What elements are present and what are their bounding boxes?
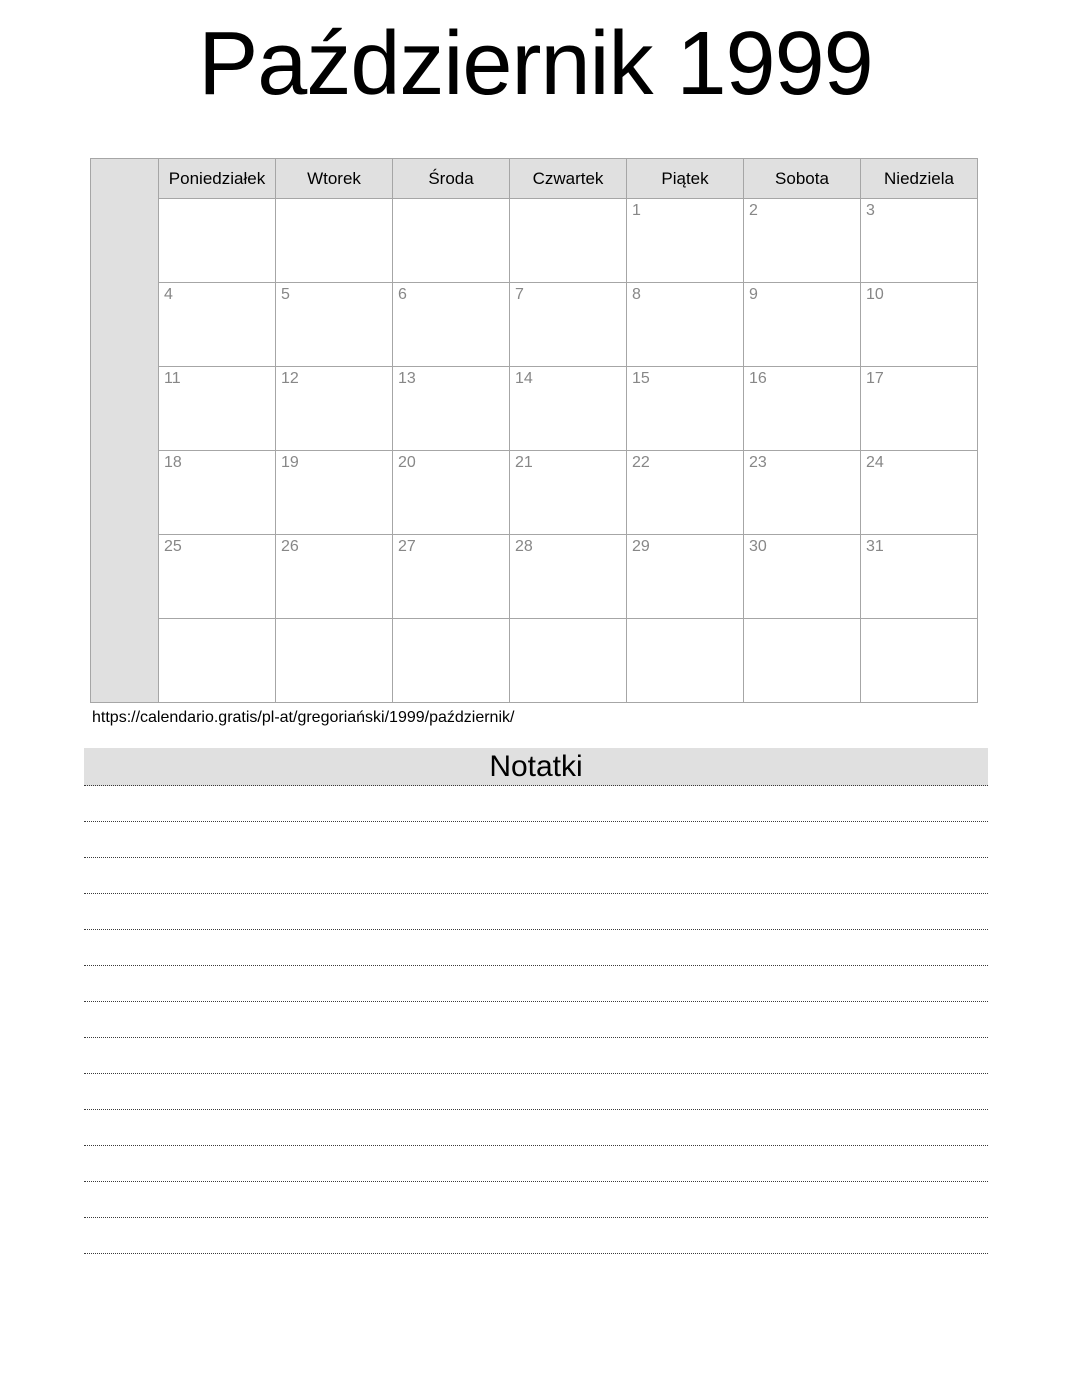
day-cell-8: 8: [627, 283, 744, 367]
weekday-header-3: Środa: [393, 159, 510, 199]
day-cell-7: 7: [510, 283, 627, 367]
notes-title: Notatki: [489, 750, 583, 783]
weekday-header-4: Czwartek: [510, 159, 627, 199]
weekday-header-2: Wtorek: [276, 159, 393, 199]
week-row-3: [91, 367, 978, 451]
day-cell-31: 31: [861, 535, 978, 619]
day-cell-4: 4: [159, 283, 276, 367]
day-cell-23: 23: [744, 451, 861, 535]
day-cell-empty: [627, 619, 744, 703]
note-line-2: [84, 822, 988, 858]
page-title: Październik 1999: [198, 14, 873, 114]
day-cell-5: 5: [276, 283, 393, 367]
day-cell-13: 13: [393, 367, 510, 451]
day-cell-empty: [393, 199, 510, 283]
day-cell-18: 18: [159, 451, 276, 535]
day-cell-empty: [159, 199, 276, 283]
day-cell-6: 6: [393, 283, 510, 367]
day-cell-empty: [744, 619, 861, 703]
note-line-9: [84, 1074, 988, 1110]
day-cell-21: 21: [510, 451, 627, 535]
note-line-3: [84, 858, 988, 894]
notes-header: [84, 748, 988, 786]
week-row-2: [91, 283, 978, 367]
week-row-6: [91, 619, 978, 703]
week-row-4: [91, 451, 978, 535]
weekday-header-row: [91, 159, 978, 199]
day-cell-empty: [159, 619, 276, 703]
day-cell-empty: [861, 619, 978, 703]
day-cell-12: 12: [276, 367, 393, 451]
note-line-8: [84, 1038, 988, 1074]
day-cell-24: 24: [861, 451, 978, 535]
day-cell-9: 9: [744, 283, 861, 367]
note-line-11: [84, 1146, 988, 1182]
day-cell-14: 14: [510, 367, 627, 451]
day-cell-19: 19: [276, 451, 393, 535]
day-cell-20: 20: [393, 451, 510, 535]
note-line-5: [84, 930, 988, 966]
day-cell-28: 28: [510, 535, 627, 619]
note-line-10: [84, 1110, 988, 1146]
day-cell-15: 15: [627, 367, 744, 451]
day-cell-empty: [510, 199, 627, 283]
weekday-header-6: Sobota: [744, 159, 861, 199]
week-number-column: [91, 159, 159, 703]
source-url: https://calendario.gratis/pl-at/gregoriański/1999/październik/: [92, 709, 515, 726]
day-cell-1: 1: [627, 199, 744, 283]
note-line-12: [84, 1182, 988, 1218]
day-cell-22: 22: [627, 451, 744, 535]
day-cell-30: 30: [744, 535, 861, 619]
weekday-header-5: Piątek: [627, 159, 744, 199]
day-cell-16: 16: [744, 367, 861, 451]
week-row-1: [91, 199, 978, 283]
weekday-header-7: Niedziela: [861, 159, 978, 199]
day-cell-11: 11: [159, 367, 276, 451]
note-line-6: [84, 966, 988, 1002]
day-cell-29: 29: [627, 535, 744, 619]
note-line-1: [84, 786, 988, 822]
day-cell-17: 17: [861, 367, 978, 451]
day-cell-27: 27: [393, 535, 510, 619]
week-row-5: [91, 535, 978, 619]
weekday-header-1: Poniedziałek: [159, 159, 276, 199]
day-cell-empty: [276, 199, 393, 283]
note-line-4: [84, 894, 988, 930]
calendar-table: [90, 158, 978, 703]
day-cell-empty: [510, 619, 627, 703]
note-line-13: [84, 1218, 988, 1254]
day-cell-2: 2: [744, 199, 861, 283]
day-cell-empty: [276, 619, 393, 703]
day-cell-26: 26: [276, 535, 393, 619]
day-cell-3: 3: [861, 199, 978, 283]
day-cell-25: 25: [159, 535, 276, 619]
note-line-7: [84, 1002, 988, 1038]
day-cell-empty: [393, 619, 510, 703]
notes-lines: [84, 786, 988, 1254]
day-cell-10: 10: [861, 283, 978, 367]
notes-section: [84, 748, 988, 1254]
